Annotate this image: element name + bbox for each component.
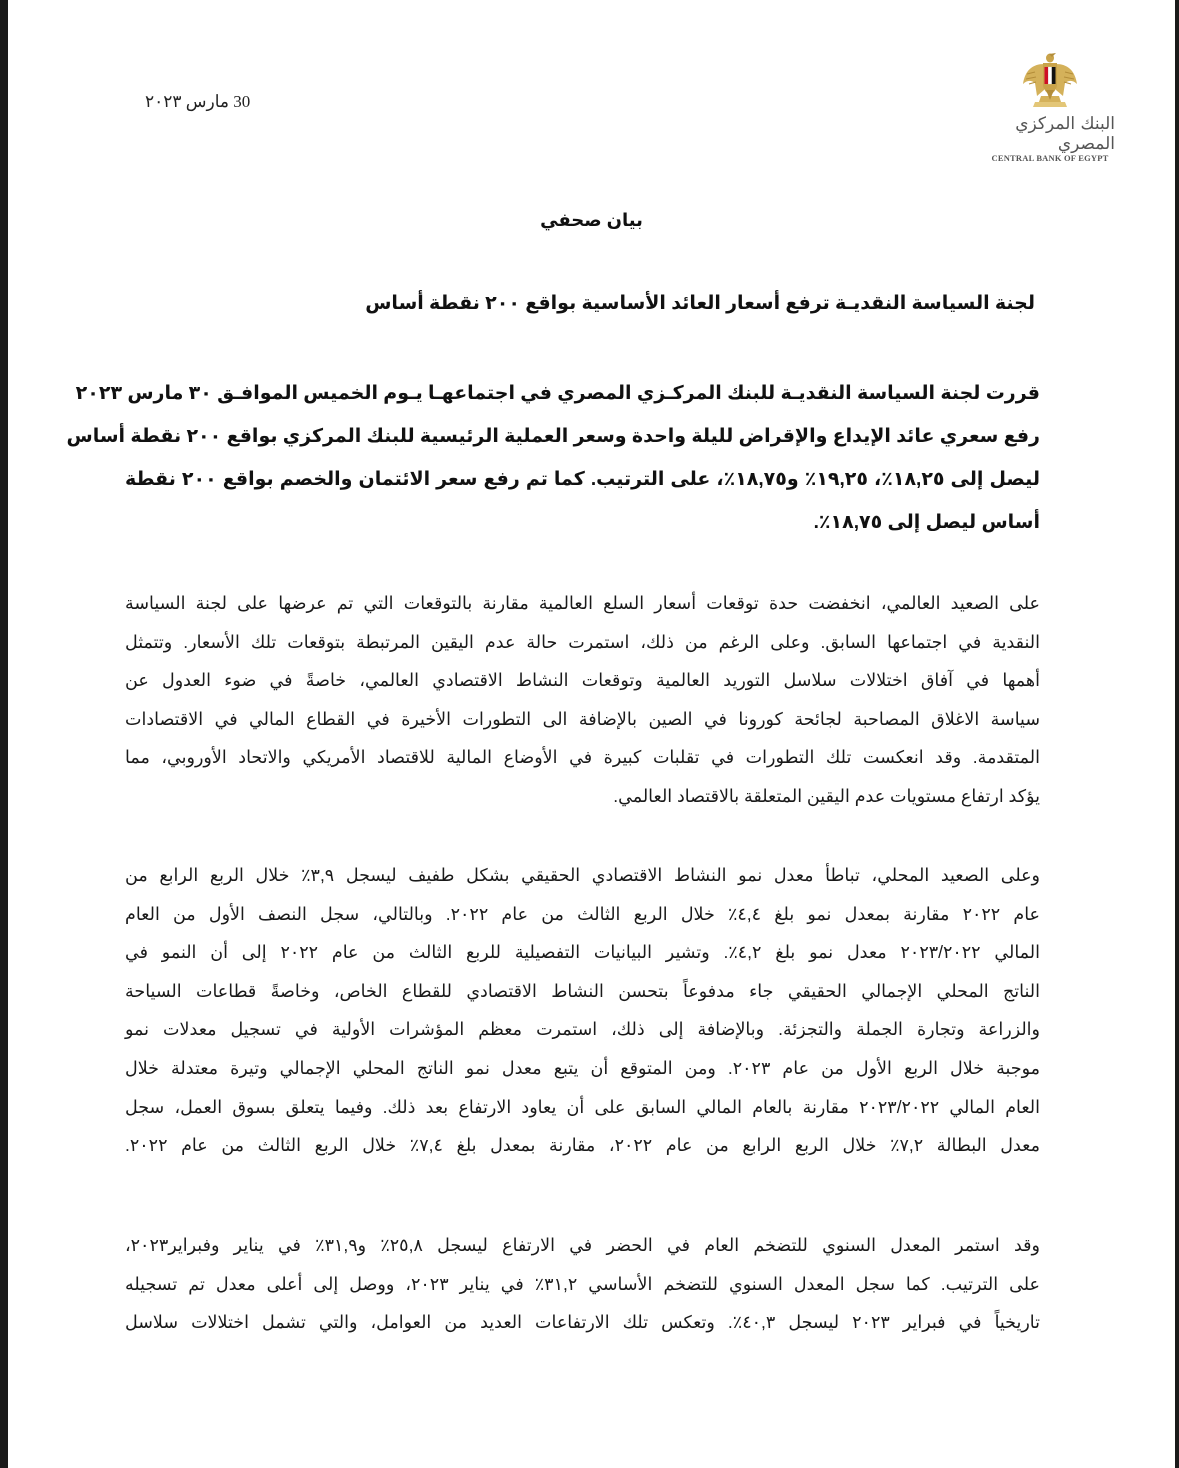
paragraph-line: على الترتيب. كما سجل المعدل السنوي للتضخم الأساسي ٣١,٢٪ في يناير ٢٠٢٣، ووصل إلى أعلى معدل تم تسجيله — [125, 1273, 1040, 1294]
press-release-headline: لجنة السياسة النقديـة ترفع أسعار العائد الأساسية بواقع ٢٠٠ نقطة أساس — [365, 293, 1035, 314]
paragraph-line: المتقدمة. وقد انعكست تلك التطورات في تقلبات كبيرة في الأوضاع المالية للاقتصاد الأمريكي والاتحاد الأوروبي، مما — [125, 747, 1040, 768]
document-type-heading: بيان صحفي — [540, 210, 643, 230]
paragraph-inflation — [125, 1226, 1040, 1342]
paragraph-global-developments — [125, 584, 1040, 816]
lead-line: ليصل إلى ١٨,٢٥٪، ١٩,٢٥٪ و١٨,٧٥٪، على الترتيب. كما تم رفع سعر الائتمان والخصم بواقع ٢٠٠ نقطة — [125, 469, 1041, 490]
lead-line: رفع سعري عائد الإيداع والإقراض لليلة واحدة وسعر العملية الرئيسية للبنك المركزي بواقع ٢٠٠ نقطة أساس — [66, 426, 1040, 447]
paragraph-line: تاريخياً في فبراير ٢٠٢٣ ليسجل ٤٠,٣٪. وتعكس تلك الارتفاعات العديد من العوامل، والتي تشمل اختلالات سلاسل — [125, 1312, 1041, 1333]
lead-line: قررت لجنة السياسة النقديـة للبنك المركـزي المصري في اجتماعهـا يـوم الخميس الموافـق ٣٠ مارس ٢٠٢٣ — [75, 383, 1040, 404]
central-bank-logo — [985, 50, 1115, 163]
bank-name-english: CENTRAL BANK OF EGYPT — [991, 153, 1109, 163]
document-date: 30 مارس ٢٠٢٣ — [145, 92, 251, 111]
paragraph-line: أهمها في آفاق اختلالات سلاسل التوريد العالمية وتوقعات النشاط الاقتصادي العالمي، خاصةً في ضوء العدول عن — [125, 670, 1040, 691]
paragraph-line: موجبة خلال الربع الأول من عام ٢٠٢٣. ومن المتوقع أن يتبع معدل نمو الناتج المحلي الإجمالي وتيرة معتدلة خلال — [125, 1057, 1040, 1078]
paragraph-line: وقد استمر المعدل السنوي للتضخم العام في الحضر في الارتفاع ليسجل ٢٥,٨٪ و٣١,٩٪ في يناير وفبراير٢٠٢٣، — [125, 1235, 1040, 1255]
paragraph-line: الناتج المحلي الإجمالي الحقيقي جاء مدفوعاً بتحسن النشاط الاقتصادي للقطاع الخاص، وخاصةً قطاعات السياحة — [125, 980, 1040, 1001]
eagle-of-saladin-emblem-icon — [1019, 50, 1081, 112]
bank-name-arabic: البنك المركزي المصري — [1015, 114, 1115, 154]
paragraph-line: والزراعة وتجارة الجملة والتجزئة. وبالإضافة إلى ذلك، استمرت معظم المؤشرات الأولية في تسجيل معدلات نمو — [125, 1019, 1040, 1040]
lead-line: أساس ليصل إلى ١٨,٧٥٪. — [813, 512, 1040, 533]
paragraph-domestic-developments — [125, 856, 1040, 1165]
paragraph-line: وعلى الصعيد المحلي، تباطأ معدل نمو النشاط الاقتصادي الحقيقي بشكل طفيف ليسجل ٣,٩٪ خلال الربع الرابع من — [125, 865, 1040, 885]
paragraph-line: معدل البطالة ٧,٢٪ خلال الربع الرابع من عام ٢٠٢٢، مقارنة بمعدل بلغ ٧,٤٪ خلال الربع الثالث من عام ٢٠٢٢. — [125, 1135, 1040, 1156]
lead-paragraph — [66, 372, 1041, 544]
paragraph-line: المالي ٢٠٢٣/٢٠٢٢ معدل نمو بلغ ٤,٢٪. وتشير البيانيات التفصيلية للربع الثالث من عام ٢٠٢٢ إلى أن النمو في — [125, 942, 1040, 963]
document-page — [8, 0, 1175, 1468]
paragraph-line: العام المالي ٢٠٢٣/٢٠٢٢ مقارنة بالعام المالي السابق على أن يعاود الارتفاع بعد ذلك. وفيما يتعلق بسوق العمل، سجل — [125, 1096, 1040, 1117]
paragraph-line: عام ٢٠٢٢ مقارنة بمعدل نمو بلغ ٤,٤٪ خلال الربع الثالث من عام ٢٠٢٢. وبالتالي، سجل النصف الأول من العام — [125, 903, 1040, 924]
paragraph-line: النقدية في اجتماعها السابق. وعلى الرغم من ذلك، استمرت حالة عدم اليقين المرتبطة بتوقعات تلك الأسعار. وتتمثل — [125, 631, 1040, 652]
paragraph-line: يؤكد ارتفاع مستويات عدم اليقين المتعلقة بالاقتصاد العالمي. — [613, 785, 1040, 806]
paragraph-line: سياسة الاغلاق المصاحبة لجائحة كورونا في الصين بالإضافة الى التطورات الأخيرة في القطاع المالي في الاقتصادات — [125, 708, 1040, 729]
paragraph-line: على الصعيد العالمي، انخفضت حدة توقعات أسعار السلع العالمية مقارنة بالتوقعات التي تم عرضها على لجنة السياسة — [125, 593, 1040, 613]
